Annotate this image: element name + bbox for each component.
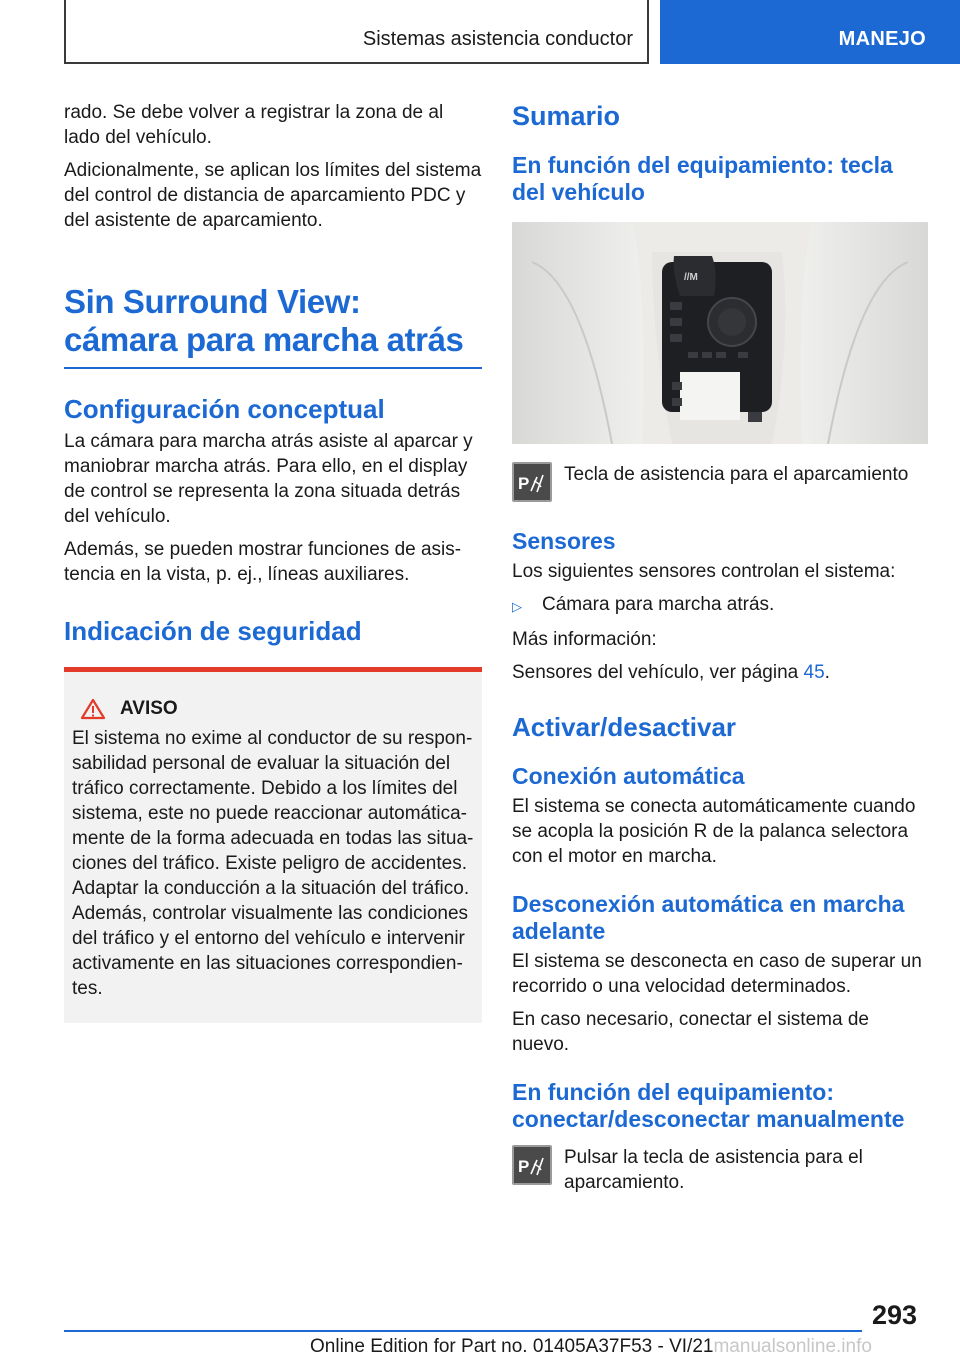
header-chapter-title: MANEJO <box>838 28 926 50</box>
warning-box <box>64 667 482 1023</box>
warning-title: AVISO <box>120 698 178 719</box>
reference-text: Sensores del vehículo, ver página <box>512 662 804 683</box>
warning-triangle-icon <box>80 698 106 720</box>
heading-sensors: Sensores <box>512 528 616 554</box>
park-assist-key-icon <box>512 1145 552 1185</box>
manual-row <box>512 1145 928 1203</box>
page-number: 293 <box>872 1300 918 1330</box>
paragraph-manual: Pulsar la tecla de asistencia para el aparcamiento. <box>564 1147 863 1193</box>
page-link[interactable]: 45 <box>803 662 825 683</box>
triangle-bullet-icon: ▷ <box>512 599 522 614</box>
paragraph-concept-1: La cámara para marcha atrás asiste al aparcar y maniobrar marcha atrás. Para ello, en el display de control se representa la zona situada detrás del vehículo. <box>64 431 473 527</box>
warning-text: El sistema no exime al conductor de su responsabilidad personal de evaluar la situación del tráfico correctamente. Debido a los límites del sistema, este no puede reaccionar automáticamente de la forma adecuada en todas las situaciones del tráfico. Existe peligro de accidentes. Adaptar la conducción a la situación del tráfico. Además, controlar visualmente las condiciones del tráfico y el entorno del vehículo e intervenir activamente en las situaciones correspondientes. <box>72 728 474 999</box>
paragraph-reference <box>512 660 928 685</box>
paragraph-continue: rado. Se debe volver a registrar la zona de al lado del vehículo. <box>64 102 444 148</box>
heading-auto-off: Desconexión automática en marcha adelante <box>512 891 905 944</box>
paragraph-more-info: Más información: <box>512 629 657 650</box>
park-assist-key-icon <box>512 462 552 502</box>
heading-auto-on: Conexión automática <box>512 763 745 789</box>
left-column <box>64 100 482 1023</box>
heading-safety: Indicación de seguridad <box>64 616 362 646</box>
right-column <box>512 100 928 1203</box>
footer-edition-text: Online Edition for Part no. 01405A37F53 - VI/21 <box>310 1336 714 1357</box>
footer-edition <box>310 1336 872 1358</box>
svg-text:P: P <box>518 474 530 493</box>
heading-equipment-key: En función del equipamiento: tecla del vehículo <box>512 152 893 205</box>
center-console-image <box>512 222 928 444</box>
footer-rule <box>64 1330 862 1332</box>
bullet-camera-text: Cámara para marcha atrás. <box>542 594 775 615</box>
paragraph-limits: Adicionalmente, se aplican los límites del sistema del control de distancia de aparcamiento PDC y del asistente de aparcamiento. <box>64 160 482 231</box>
header-section-box <box>64 0 649 64</box>
paragraph-concept-2: Además, se pueden mostrar funciones de asistencia en la vista, p. ej., líneas auxiliares. <box>64 539 462 585</box>
paragraph-auto-off-1: El sistema se desconecta en caso de superar un recorrido o una velocidad determinados. <box>512 951 922 997</box>
svg-text://M: //M <box>684 272 698 283</box>
header-chapter-tab <box>660 0 960 64</box>
paragraph-sensors: Los siguientes sensores controlan el sistema: <box>512 561 896 582</box>
reference-end: . <box>824 662 830 683</box>
key-caption: Tecla de asistencia para el aparcamiento <box>564 464 909 485</box>
header-section-title: Sistemas asistencia conductor <box>362 28 633 50</box>
paragraph-auto-on: El sistema se conecta automáticamente cuando se acopla la posición R de la palanca selectora con el motor en marcha. <box>512 796 916 867</box>
heading-concept: Configuración conceptual <box>64 394 385 424</box>
heading-manual: En función del equipamiento: conectar/desconectar manualmente <box>512 1079 905 1132</box>
svg-text:P: P <box>518 1157 530 1176</box>
section-title-rear-camera: Sin Surround View: cámara para marcha atrás <box>64 283 482 369</box>
footer-watermark: manualsonline.info <box>713 1336 872 1357</box>
warning-header <box>72 698 474 720</box>
heading-activate: Activar/desactivar <box>512 712 737 742</box>
paragraph-auto-off-2: En caso necesario, conectar el sistema de nuevo. <box>512 1009 869 1055</box>
key-caption-row <box>512 462 928 502</box>
list-item <box>512 592 928 619</box>
heading-sumario: Sumario <box>512 101 621 131</box>
